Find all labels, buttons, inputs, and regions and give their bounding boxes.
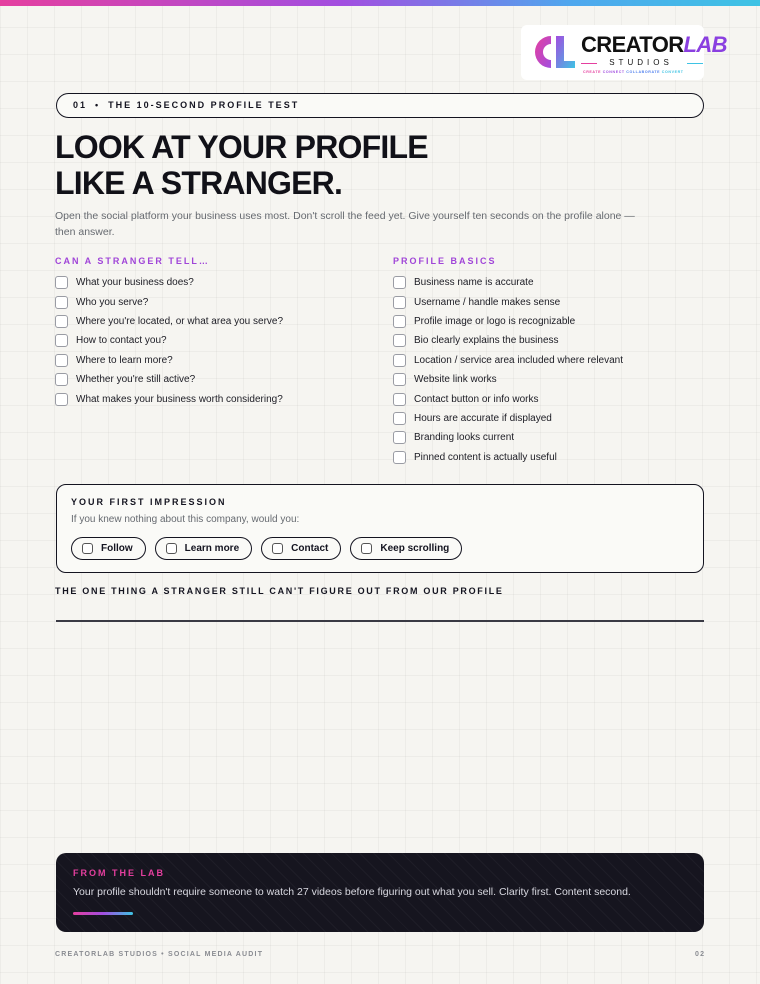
answer-line[interactable] [56,620,704,622]
checklist-item[interactable] [393,351,623,370]
section-label: THE 10-SECOND PROFILE TEST [108,100,300,110]
option-learn-more[interactable] [155,537,252,560]
checklist-item[interactable] [55,351,283,370]
profile-basics-checklist [393,273,623,467]
checkbox[interactable] [55,373,68,386]
intro-text: Open the social platform your business uses most. Don't scroll the feed yet. Give yourself ten seconds on the profile alone — then answer. [55,210,635,238]
checkbox[interactable] [393,393,406,406]
option-follow[interactable] [71,537,146,560]
from-the-lab-title: FROM THE LAB [73,868,165,878]
impression-options [71,537,471,560]
checklist-item-label: What your business does? [76,277,194,289]
logo-wordmark [581,33,727,57]
section-pill [56,93,704,118]
checklist-item[interactable] [393,389,623,408]
checklist-item-label: Where to learn more? [76,354,173,366]
checklist-item-label: How to contact you? [76,335,167,347]
checklist-item[interactable] [393,273,623,292]
checklist-item-label: Where you're located, or what area you serve? [76,315,284,327]
logo-tag-convert: CONVERT [661,70,684,74]
checklist-item-label: Contact button or info works [414,393,539,405]
page-number: 02 [695,951,706,958]
checklist-item-label: Profile image or logo is recognizable [414,315,576,327]
creatorlab-logo-mark-icon [529,30,579,74]
checklist-item[interactable] [55,331,283,350]
checklist-item[interactable] [55,370,283,389]
checklist-item[interactable] [55,273,283,292]
checklist-item[interactable] [393,428,623,447]
page-title-line-1: LOOK AT YOUR PROFILE [55,129,428,165]
checkbox[interactable] [393,276,406,289]
checkbox[interactable] [361,543,372,554]
option-keep-scrolling[interactable] [350,537,462,560]
option-label: Follow [101,543,133,554]
stranger-prompt-label: THE ONE THING A STRANGER STILL CAN'T FIGURE OUT FROM OUR PROFILE [55,586,504,596]
checklist-item-label: Location / service area included where relevant [414,354,624,366]
checklist-item[interactable] [393,409,623,428]
checklist-item[interactable] [393,331,623,350]
checklist-item[interactable] [393,292,623,311]
first-impression-question: If you knew nothing about this company, would you: [71,514,300,525]
section-bullet: • [95,100,101,110]
top-gradient-bar [0,0,760,6]
checklist-item-label: What makes your business worth considering? [76,393,283,405]
first-impression-title: YOUR FIRST IMPRESSION [71,497,227,507]
logo-tagline [583,70,684,74]
checkbox[interactable] [393,412,406,425]
checklist-item[interactable] [55,312,283,331]
stranger-checklist [55,273,283,409]
option-label: Learn more [184,543,240,554]
checkbox[interactable] [393,334,406,347]
checkbox[interactable] [55,276,68,289]
checklist-item-label: Branding looks current [414,432,515,444]
checkbox[interactable] [272,543,283,554]
logo-tag-connect: CONNECT [602,70,625,74]
from-the-lab-callout [56,853,704,932]
checklist-item[interactable] [55,292,283,311]
checklist-item-label: Pinned content is actually useful [414,451,557,463]
checkbox[interactable] [55,393,68,406]
logo-word-lab: LAB [683,32,727,57]
right-column-heading: PROFILE BASICS [393,256,497,266]
creatorlab-logo [521,25,727,80]
checkbox[interactable] [393,354,406,367]
checkbox[interactable] [55,334,68,347]
first-impression-panel [56,484,704,573]
logo-tag-collaborate: COLLABORATE [626,70,661,74]
gradient-accent-bar [73,912,133,915]
logo-tag-create: CREATE [583,70,602,74]
checklist-item-label: Hours are accurate if displayed [414,412,552,424]
section-number: 01 [73,100,88,110]
option-label: Contact [291,543,329,554]
checklist-item-label: Website link works [414,374,497,386]
checkbox[interactable] [55,296,68,309]
checklist-item-label: Bio clearly explains the business [414,335,559,347]
logo-word-creator: CREATOR [581,32,684,57]
checkbox[interactable] [393,315,406,328]
checkbox[interactable] [393,373,406,386]
from-the-lab-text: Your profile shouldn't require someone to watch 27 videos before figuring out what you sell. Clarity first. Content second. [73,886,631,898]
checklist-item[interactable] [55,389,283,408]
footer-label: CREATORLAB STUDIOS • SOCIAL MEDIA AUDIT [55,951,264,958]
logo-subtitle: STUDIOS [589,58,693,67]
checkbox[interactable] [166,543,177,554]
checklist-item-label: Username / handle makes sense [414,296,561,308]
option-contact[interactable] [261,537,341,560]
left-column-heading: CAN A STRANGER TELL… [55,256,210,266]
checklist-item[interactable] [393,312,623,331]
checkbox[interactable] [393,451,406,464]
checkbox[interactable] [393,296,406,309]
page-title-line-2: LIKE A STRANGER. [55,165,343,201]
checklist-item[interactable] [393,448,623,467]
checkbox[interactable] [55,315,68,328]
checklist-item-label: Whether you're still active? [76,374,196,386]
checkbox[interactable] [82,543,93,554]
page-title [55,129,555,201]
checkbox[interactable] [393,431,406,444]
checklist-item-label: Who you serve? [76,296,149,308]
option-label: Keep scrolling [380,543,450,554]
checkbox[interactable] [55,354,68,367]
checklist-item[interactable] [393,370,623,389]
checklist-item-label: Business name is accurate [414,277,534,289]
